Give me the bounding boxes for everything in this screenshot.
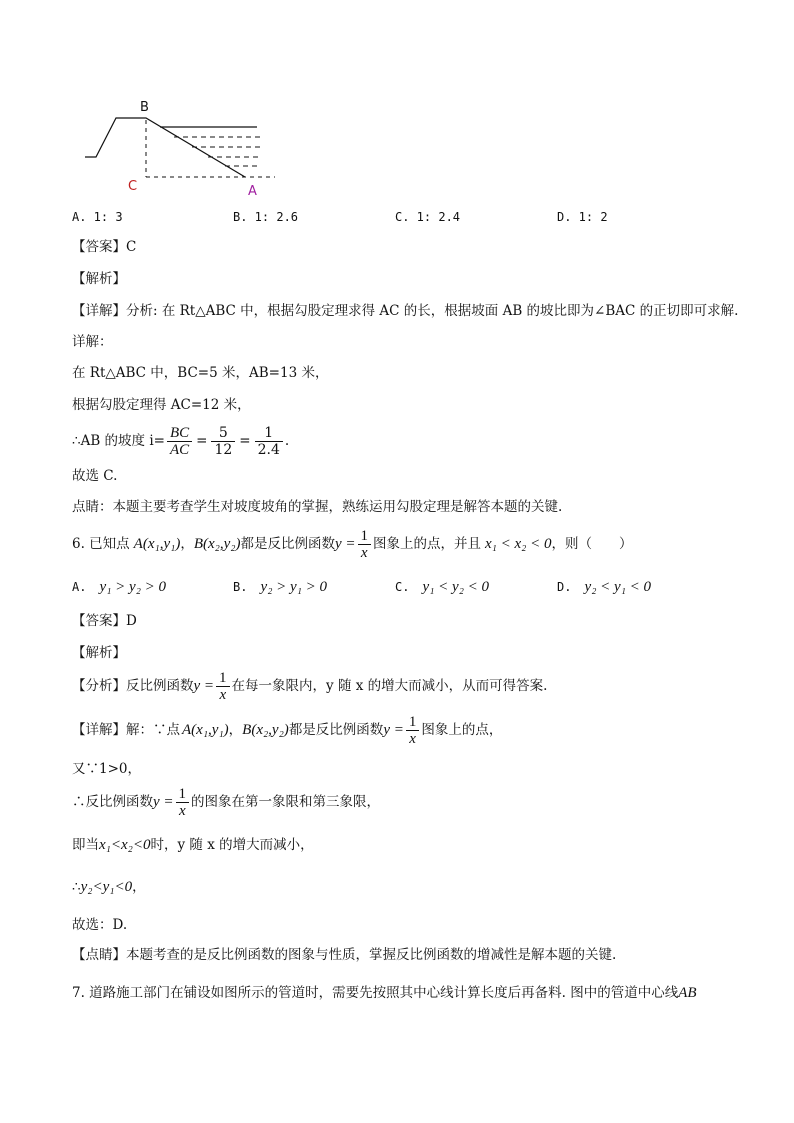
q6-detail-c: 图象上的点， bbox=[421, 722, 503, 738]
q6-line-2-b: 的图象在第一象限和第三象限， bbox=[191, 794, 381, 810]
q6-line-2-frac-den: x bbox=[178, 802, 186, 819]
q6-detail-frac-den: x bbox=[409, 730, 416, 747]
q6-point-b: B(x₂,y₂) bbox=[193, 536, 241, 552]
q6-option-c-math: y₁ < y₂ < 0 bbox=[422, 579, 490, 595]
q6-detail-a: 【详解】解：∵点 bbox=[72, 722, 180, 738]
q6-option-a bbox=[72, 576, 166, 596]
q6-line-2-a: ∴反比例函数 bbox=[72, 794, 153, 810]
q6-func-frac bbox=[358, 528, 372, 561]
q6-analysis-heading: 【解析】 bbox=[72, 645, 126, 661]
q6-line-4-b: ， bbox=[132, 879, 146, 895]
q6-detail-frac-num: 1 bbox=[406, 714, 420, 731]
q6-line-2-frac-num: 1 bbox=[176, 786, 190, 803]
q6-analysis-b: 在每一象限内，y 随 x 的增大而减小，从而可得答案. bbox=[231, 678, 548, 694]
q6-stem bbox=[72, 524, 633, 564]
q6-analysis-a: 【分析】反比例函数 bbox=[72, 678, 194, 694]
q5-frac3-den: 2.4 bbox=[257, 441, 280, 458]
label-c: C bbox=[128, 179, 138, 194]
q6-option-a-label: A. bbox=[72, 580, 87, 594]
q6-stem-a: 6. 已知点 bbox=[72, 536, 130, 552]
q6-line-4-math: y₂<y₁<0 bbox=[80, 879, 133, 895]
q5-slope-equation: ∴AB 的坡度 i= $\frac{BC}{AC}$ = $\frac{5}{12}$ = $\frac{1}{2.4}$ . bbox=[72, 424, 290, 458]
q6-analysis-frac-den: x bbox=[219, 686, 227, 703]
q7-tail: AB bbox=[678, 985, 697, 1001]
q6-comma: ， bbox=[180, 536, 194, 552]
q6-detail-func-y: y = bbox=[383, 722, 404, 738]
q6-stem-d: ，则（ ） bbox=[551, 536, 633, 552]
q6-line-3-math: x₁<x₂<0 bbox=[99, 837, 151, 853]
q6-stem-b: 都是反比例函数 bbox=[240, 536, 335, 552]
label-b: B bbox=[140, 100, 149, 115]
q6-comment: 【点睛】本题考查的是反比例函数的图象与性质，掌握反比例函数的增减性是解本题的关键. bbox=[72, 947, 617, 963]
q5-detail: 【详解】分析: 在 Rt△ABC 中，根据勾股定理求得 AC 的长，根据坡面 AB 的坡比即为∠BAC 的正切即可求解. bbox=[72, 303, 739, 319]
q6-point-a: A(x₁,y₁) bbox=[133, 536, 181, 552]
q6-answer: 【答案】D bbox=[72, 613, 137, 629]
q5-choose: 故选 C. bbox=[72, 468, 118, 484]
q5-option-d: D. 1: 2 bbox=[557, 210, 608, 224]
q6-analysis bbox=[72, 666, 547, 706]
q5-answer: 【答案】C bbox=[72, 239, 137, 255]
q5-detail-2: 详解： bbox=[72, 334, 113, 350]
label-a: A bbox=[248, 184, 257, 199]
q6-line-2-frac bbox=[176, 786, 190, 819]
q5-frac2-den: 12 bbox=[214, 441, 233, 458]
q6-option-c bbox=[395, 576, 489, 596]
q6-line-2 bbox=[72, 782, 380, 822]
q5-line-1: 在 Rt△ABC 中，BC=5 米，AB=13 米， bbox=[72, 365, 329, 381]
q6-frac-den: x bbox=[360, 544, 368, 561]
q6-option-a-math: y₁ > y₂ > 0 bbox=[99, 579, 167, 595]
q6-line-3-a: 即当 bbox=[72, 837, 99, 853]
q5-slope-suffix: . bbox=[284, 433, 290, 449]
q5-analysis-heading: 【解析】 bbox=[72, 271, 126, 287]
q6-line-3 bbox=[72, 836, 314, 854]
q6-detail-frac bbox=[406, 714, 420, 747]
q6-line-3-b: 时，y 随 x 的增大而减小， bbox=[150, 837, 314, 853]
q6-frac-num: 1 bbox=[358, 528, 372, 545]
q6-line-2-func-y: y = bbox=[153, 794, 174, 810]
q5-fraction-bc-ac bbox=[167, 425, 192, 458]
q5-option-c: C. 1: 2.4 bbox=[395, 210, 461, 224]
q6-option-d-label: D. bbox=[557, 580, 572, 594]
q6-choose: 故选：D. bbox=[72, 917, 128, 933]
q5-frac1-den: AC bbox=[169, 441, 190, 458]
q6-line-4 bbox=[72, 878, 146, 896]
q6-option-b bbox=[233, 576, 327, 596]
q6-option-d-math: y₂ < y₁ < 0 bbox=[584, 579, 652, 595]
q6-option-c-label: C. bbox=[395, 580, 410, 594]
q5-option-b: B. 1: 2.6 bbox=[233, 210, 299, 224]
q6-detail-point-a: A(x₁,y₁) bbox=[182, 722, 229, 738]
q6-analysis-frac-num: 1 bbox=[216, 670, 230, 687]
q5-frac2-num: 5 bbox=[211, 425, 235, 442]
q6-analysis-frac bbox=[216, 670, 230, 703]
q6-option-d bbox=[557, 576, 651, 596]
q6-line-4-a: ∴ bbox=[72, 879, 81, 895]
q6-analysis-func-y: y = bbox=[193, 678, 215, 694]
q6-stem-c: 图象上的点，并且 bbox=[373, 536, 482, 552]
q6-detail-b: 都是反比例函数 bbox=[288, 722, 384, 738]
q6-detail-comma: ， bbox=[228, 722, 243, 738]
q5-frac3-num: 1 bbox=[255, 425, 283, 442]
q5-option-a: A. 1: 3 bbox=[72, 210, 123, 224]
slope-figure bbox=[80, 95, 280, 200]
q7-stem bbox=[72, 984, 697, 1002]
q5-comment: 点睛：本题主要考查学生对坡度坡角的掌握，熟练运用勾股定理是解答本题的关键. bbox=[72, 499, 563, 515]
q6-func-y: y = bbox=[334, 536, 356, 552]
q7-stem-text: 7. 道路施工部门在铺设如图所示的管道时，需要先按照其中心线计算长度后再备料. 图中的管道中心线 bbox=[72, 985, 679, 1001]
q6-detail-point-b: B(x₂,y₂) bbox=[242, 722, 289, 738]
q6-detail bbox=[72, 710, 502, 750]
q5-fraction-5-12 bbox=[211, 425, 235, 458]
q6-condition: x₁ < x₂ < 0 bbox=[485, 536, 552, 552]
q6-line-1: 又∵1>0， bbox=[72, 761, 141, 777]
q6-option-b-math: y₂ > y₁ > 0 bbox=[260, 579, 328, 595]
q6-option-b-label: B. bbox=[233, 580, 248, 594]
q5-slope-prefix: ∴AB 的坡度 i= bbox=[72, 433, 165, 449]
q5-line-2: 根据勾股定理得 AC=12 米， bbox=[72, 397, 251, 413]
q5-frac1-num: BC bbox=[167, 425, 192, 442]
q5-fraction-1-2-4 bbox=[255, 425, 283, 458]
